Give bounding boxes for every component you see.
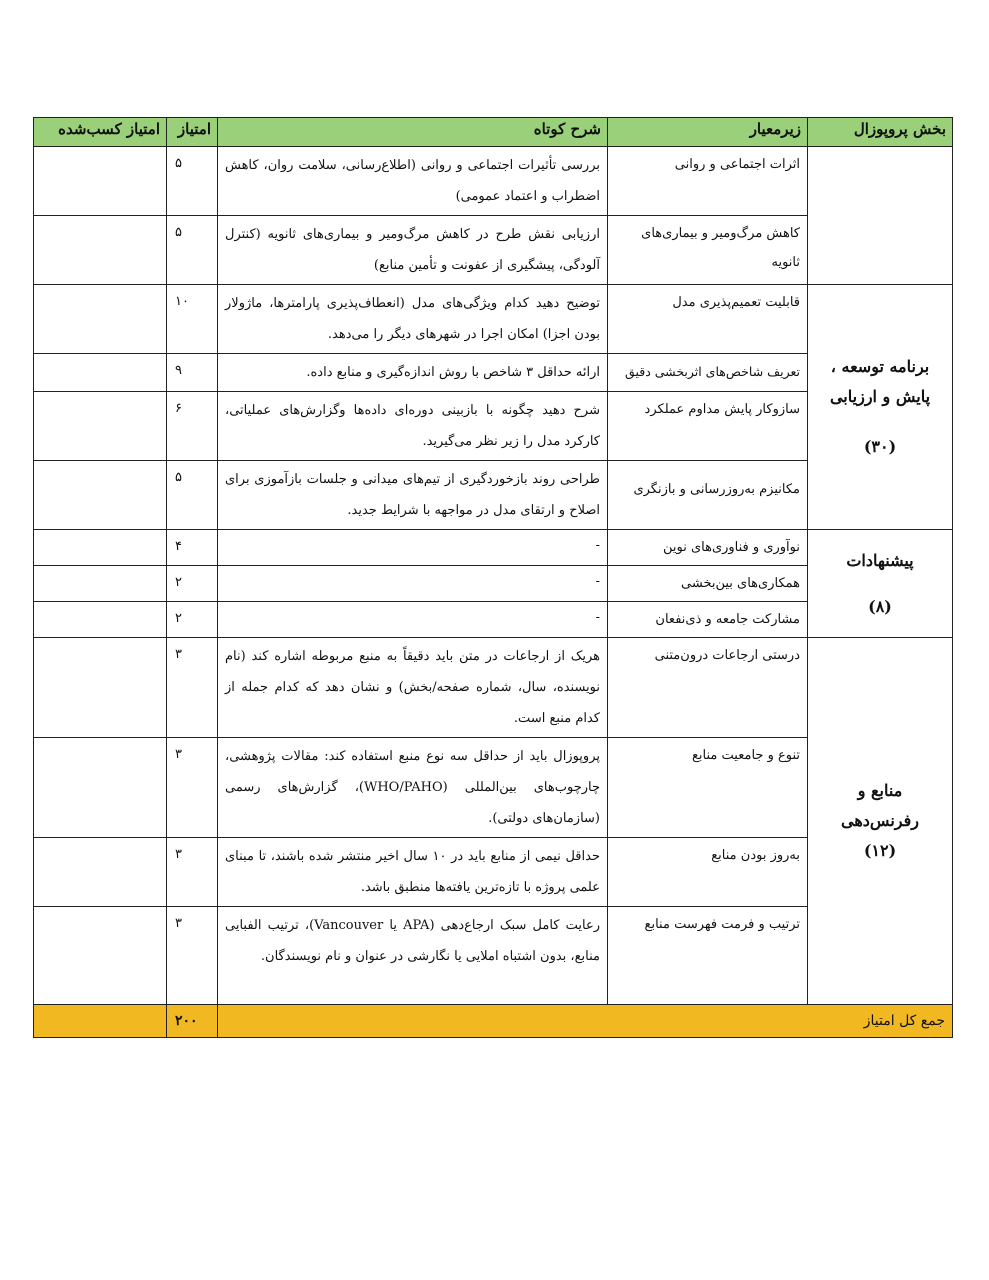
section-cell-continued (808, 147, 953, 285)
total-earned-cell[interactable] (34, 1005, 167, 1038)
header-section: بخش پروپوزال (808, 118, 953, 147)
description-cell: پروپوزال باید از حداقل سه نوع منبع استفاده کند: مقالات پژوهشی، چارچوب‌های بین‌المللی (WHO/PAHO)، گزارش‌های رسمی (سازمان‌های دولتی). (218, 738, 608, 838)
total-label: جمع کل امتیاز (218, 1005, 953, 1038)
section-title: برنامه توسعه ، پایش و ارزیابی (829, 357, 931, 406)
criterion-cell: تنوع و جامعیت منابع (608, 738, 808, 838)
criterion-cell: به‌روز بودن منابع (608, 838, 808, 907)
score-cell: ۹ (167, 354, 218, 392)
table-row (34, 638, 953, 738)
total-score: ۲۰۰ (167, 1005, 218, 1038)
section-title: منابع و رفرنس‌دهی (۱۲) (841, 781, 919, 860)
score-cell: ۳ (167, 738, 218, 838)
header-score: امتیاز (167, 118, 218, 147)
table-header-row (34, 118, 953, 147)
criterion-cell: قابلیت تعمیم‌پذیری مدل (608, 285, 808, 354)
score-cell: ۴ (167, 530, 218, 566)
criterion-cell: همکاری‌های بین‌بخشی (608, 566, 808, 602)
evaluation-table (33, 117, 953, 1038)
criterion-cell: ترتیب و فرمت فهرست منابع (608, 907, 808, 1005)
criterion-cell: مکانیزم به‌روزرسانی و بازنگری (608, 461, 808, 530)
description-cell: ارزیابی نقش طرح در کاهش مرگ‌ومیر و بیماری‌های ثانویه (کنترل آلودگی، پیشگیری از عفونت و تأمین منابع) (218, 216, 608, 285)
earned-score-cell[interactable] (34, 461, 167, 530)
section-cell-suggestions (808, 530, 953, 638)
score-cell: ۳ (167, 907, 218, 1005)
score-cell: ۲ (167, 566, 218, 602)
header-description: شرح کوتاه (218, 118, 608, 147)
section-title: پیشنهادات (846, 550, 914, 570)
criterion-cell: تعریف شاخص‌های اثربخشی دقیق (608, 354, 808, 392)
section-cell-development (808, 285, 953, 530)
description-cell: - (218, 530, 608, 566)
description-cell: ارائه حداقل ۳ شاخص با روش اندازه‌گیری و منابع داده. (218, 354, 608, 392)
earned-score-cell[interactable] (34, 285, 167, 354)
earned-score-cell[interactable] (34, 530, 167, 566)
table-row (34, 147, 953, 216)
section-points: (۳۰) (863, 437, 897, 456)
criterion-cell: نوآوری و فناوری‌های نوین (608, 530, 808, 566)
criterion-cell: درستی ارجاعات درون‌متنی (608, 638, 808, 738)
section-cell-references (808, 638, 953, 1005)
score-cell: ۳ (167, 838, 218, 907)
earned-score-cell[interactable] (34, 392, 167, 461)
description-cell: طراحی روند بازخوردگیری از تیم‌های میدانی و جلسات بازآموزی برای اصلاح و ارتقای مدل در مواجهه با شرایط جدید. (218, 461, 608, 530)
criterion-cell: مشارکت جامعه و ذی‌نفعان (608, 602, 808, 638)
total-row (34, 1005, 953, 1038)
earned-score-cell[interactable] (34, 907, 167, 1005)
score-cell: ۱۰ (167, 285, 218, 354)
earned-score-cell[interactable] (34, 216, 167, 285)
earned-score-cell[interactable] (34, 566, 167, 602)
table-row (34, 530, 953, 566)
header-earned: امتیاز کسب‌شده (34, 118, 167, 147)
table-row (34, 285, 953, 354)
description-cell: - (218, 602, 608, 638)
earned-score-cell[interactable] (34, 638, 167, 738)
description-cell: حداقل نیمی از منابع باید در ۱۰ سال اخیر منتشر شده باشند، تا مبنای علمی پروژه با تازه‌ترین یافته‌ها منطبق باشد. (218, 838, 608, 907)
document-page (33, 117, 952, 1038)
score-cell: ۳ (167, 638, 218, 738)
description-cell: شرح دهید چگونه با بازبینی دوره‌ای داده‌ها وگزارش‌های عملیاتی، کارکرد مدل را زیر نظر می‌گیرید. (218, 392, 608, 461)
earned-score-cell[interactable] (34, 354, 167, 392)
score-cell: ۶ (167, 392, 218, 461)
criterion-cell: کاهش مرگ‌ومیر و بیماری‌های ثانویه (608, 216, 808, 285)
description-cell: توضیح دهید کدام ویژگی‌های مدل (انعطاف‌پذیری پارامترها، ماژولار بودن اجزا) امکان اجرا در شهرهای دیگر را می‌دهد. (218, 285, 608, 354)
description-cell: بررسی تأثیرات اجتماعی و روانی (اطلاع‌رسانی، سلامت روان، کاهش اضطراب و اعتماد عمومی) (218, 147, 608, 216)
description-cell: - (218, 566, 608, 602)
description-cell: رعایت کامل سبک ارجاع‌دهی (APA یا Vancouver)، ترتیب الفبایی منابع، بدون اشتباه املایی یا نگارشی در عنوان و نام نویسندگان. (218, 907, 608, 1005)
section-points: (۸) (868, 596, 892, 616)
earned-score-cell[interactable] (34, 147, 167, 216)
description-cell: هریک از ارجاعات در متن باید دقیقاً به منبع مربوطه اشاره کند (نام نویسنده، سال، شماره صفحه/بخش) و نشان دهد که کدام جمله از کدام منبع است. (218, 638, 608, 738)
criterion-cell: اثرات اجتماعی و روانی (608, 147, 808, 216)
score-cell: ۵ (167, 216, 218, 285)
criterion-cell: سازوکار پایش مداوم عملکرد (608, 392, 808, 461)
score-cell: ۲ (167, 602, 218, 638)
header-criterion: زیرمعیار (608, 118, 808, 147)
score-cell: ۵ (167, 147, 218, 216)
earned-score-cell[interactable] (34, 602, 167, 638)
earned-score-cell[interactable] (34, 738, 167, 838)
earned-score-cell[interactable] (34, 838, 167, 907)
score-cell: ۵ (167, 461, 218, 530)
